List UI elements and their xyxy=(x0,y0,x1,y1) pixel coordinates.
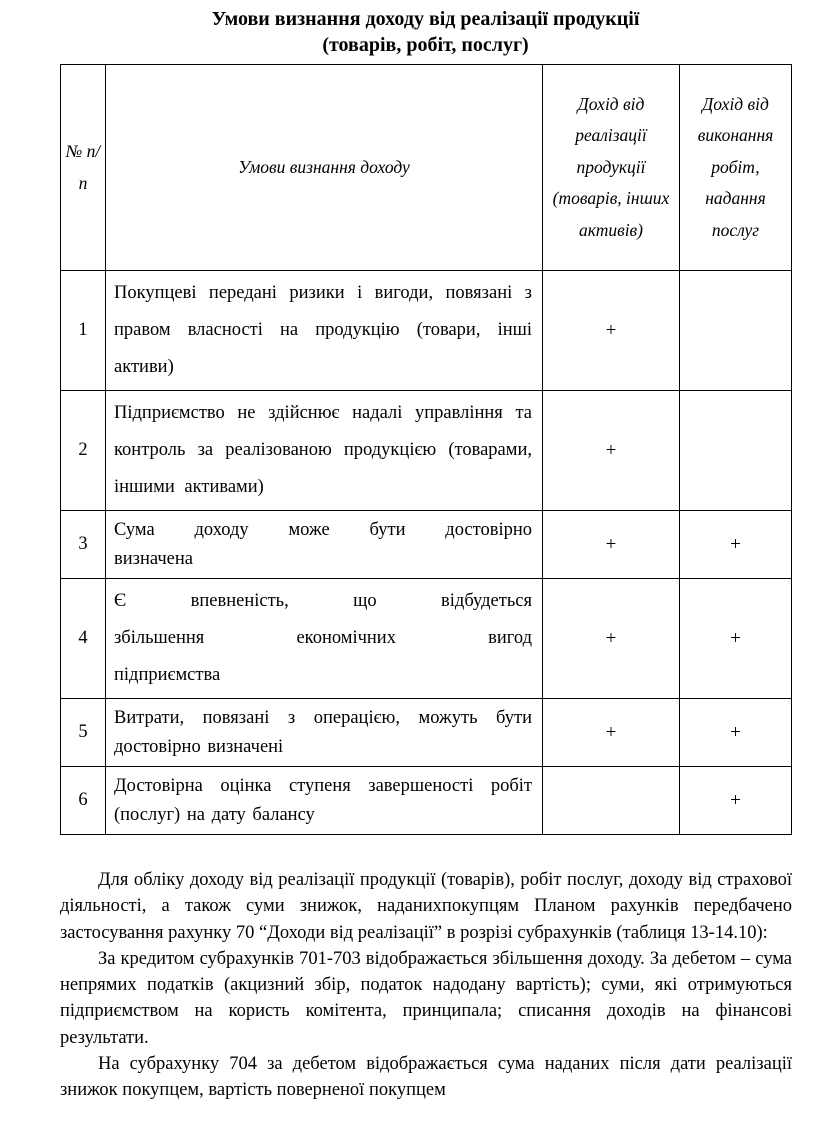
row-product-income-mark: + xyxy=(543,511,680,579)
table-header-row xyxy=(61,65,792,271)
header-condition: Умови визнання доходу xyxy=(106,65,543,271)
row-number: 5 xyxy=(61,699,106,767)
row-number: 2 xyxy=(61,391,106,511)
table-row xyxy=(61,271,792,391)
paragraph-3: На субрахунку 704 за дебетом відображається сума наданих після дати реалізації знижок покупцем, вартість поверненої покупцем xyxy=(60,1053,792,1101)
row-product-income-mark: + xyxy=(543,579,680,699)
page-title-line-2: (товарів, робіт, послуг) xyxy=(322,34,529,56)
income-conditions-table xyxy=(60,64,792,835)
table-row xyxy=(61,699,792,767)
row-product-income-mark xyxy=(543,767,680,835)
row-product-income-mark: + xyxy=(543,391,680,511)
row-works-income-mark: + xyxy=(680,579,792,699)
header-row-number: № п/п xyxy=(61,65,106,271)
row-condition: Підприємство не здійснює надалі управління та контроль за реалізованою продукцією (товарами, іншими активами) xyxy=(106,391,543,511)
row-condition: Витрати, повязані з операцією, можуть бути достовірно визначені xyxy=(106,699,543,767)
row-works-income-mark xyxy=(680,391,792,511)
row-works-income-mark: + xyxy=(680,767,792,835)
row-product-income-mark: + xyxy=(543,699,680,767)
page-title-line-1: Умови визнання доходу від реалізації продукції xyxy=(211,8,640,30)
row-works-income-mark: + xyxy=(680,699,792,767)
paragraph-1: Для обліку доходу від реалізації продукції (товарів), робіт послуг, доходу від страхової діяльності, а також суми знижок, наданихпокупцям Планом рахунків передбачено застосування рахунку 70 “Доходи від реалізації” в розрізі субрахунків (таблиця 13-14.10): xyxy=(60,870,792,943)
row-condition: Сума доходу може бути достовірно визначена xyxy=(106,511,543,579)
row-product-income-mark: + xyxy=(543,271,680,391)
row-number: 1 xyxy=(61,271,106,391)
row-condition: Достовірна оцінка ступеня завершеності робіт (послуг) на дату балансу xyxy=(106,767,543,835)
row-condition: Покупцеві передані ризики і вигоди, повязані з правом власності на продукцію (товари, інші активи) xyxy=(106,271,543,391)
table-row xyxy=(61,511,792,579)
header-works-income: Дохід від виконання робіт, надання послуг xyxy=(680,65,792,271)
header-product-income: Дохід від реалізації продукції (товарів, інших активів) xyxy=(543,65,680,271)
row-condition: Є впевненість, що відбудеться збільшення економічних вигод підприємства xyxy=(106,579,543,699)
body-text-block xyxy=(60,867,792,1103)
table-row xyxy=(61,767,792,835)
row-works-income-mark xyxy=(680,271,792,391)
row-number: 6 xyxy=(61,767,106,835)
table-row xyxy=(61,391,792,511)
table-row xyxy=(61,579,792,699)
page-title xyxy=(60,6,791,58)
paragraph-2: За кредитом субрахунків 701-703 відображається збільшення доходу. За дебетом – сума непрямих податків (акцизний збір, податок надодану вартість); суми, які отримуються підприємством на користь комітента, принципала; списання доходів на фінансові результати. xyxy=(60,948,792,1048)
row-works-income-mark: + xyxy=(680,511,792,579)
row-number: 3 xyxy=(61,511,106,579)
row-number: 4 xyxy=(61,579,106,699)
